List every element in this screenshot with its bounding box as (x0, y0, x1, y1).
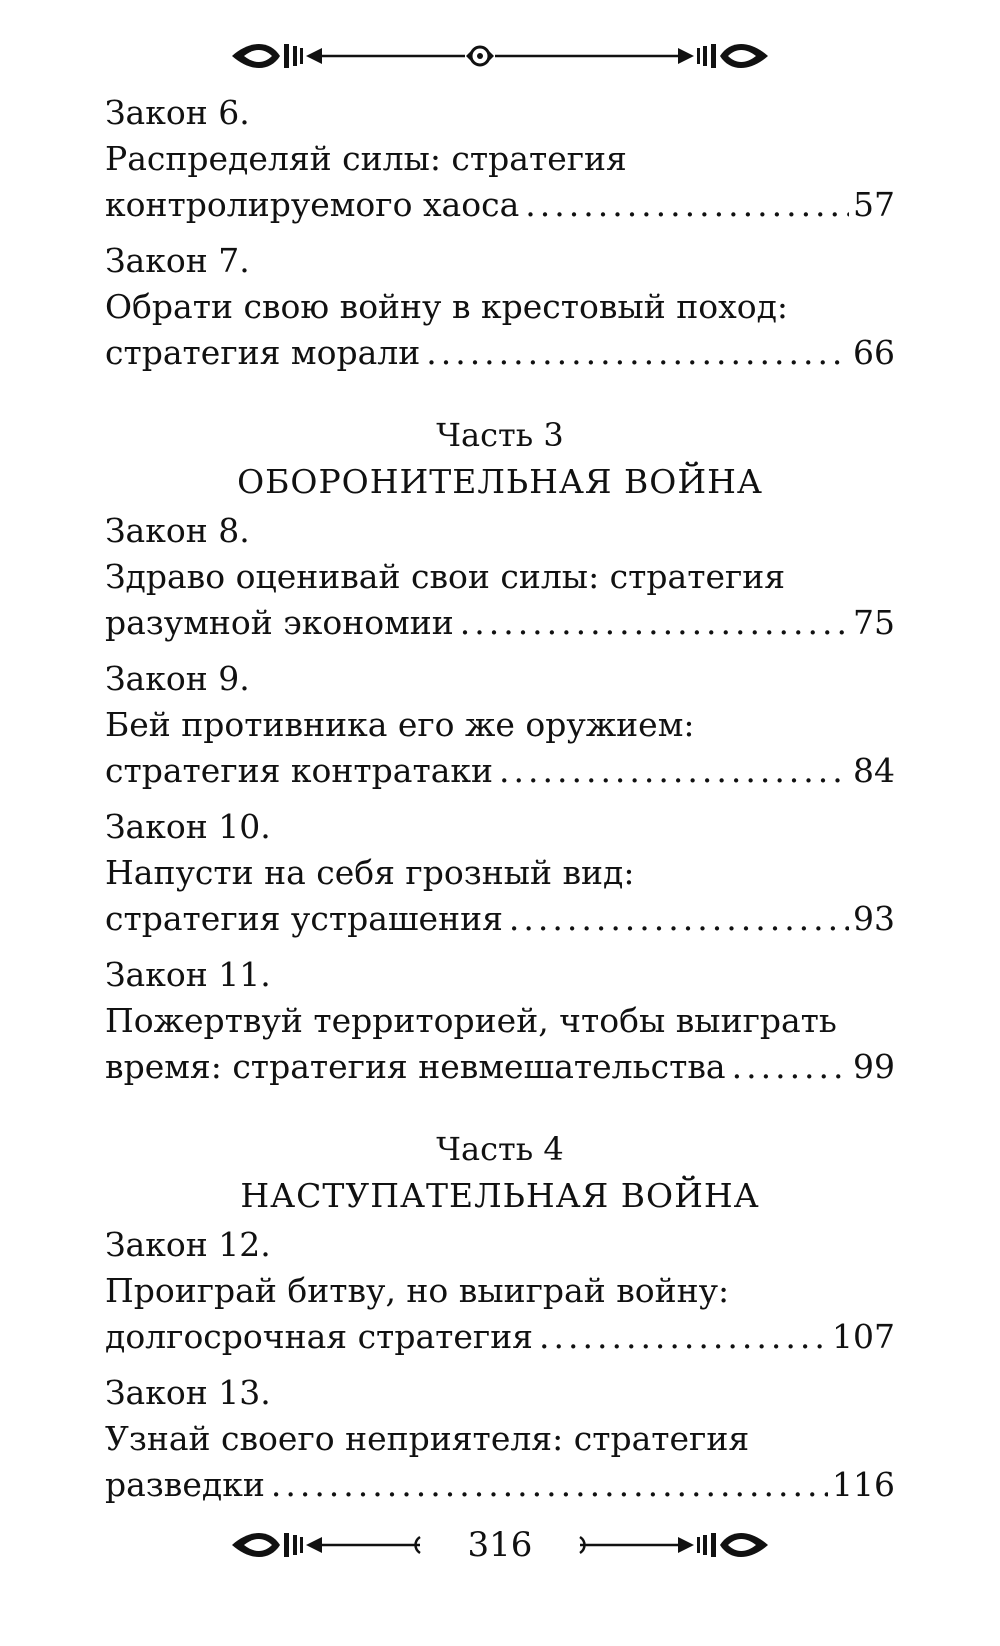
table-of-contents (105, 90, 895, 1518)
law-title-last-line (105, 330, 895, 376)
toc-entry-law-9[interactable] (105, 656, 895, 794)
toc-entry-law-7[interactable] (105, 238, 895, 376)
law-title-line: Бей противника его же оружием: (105, 705, 695, 744)
law-subtitle: разведки (105, 1465, 265, 1504)
law-title-last-line (105, 1314, 895, 1360)
toc-entry-law-6[interactable] (105, 90, 895, 228)
part-label: Часть 3 (436, 416, 564, 454)
law-number: Закон 12. (105, 1225, 271, 1264)
law-title-line: Распределяй силы: стратегия (105, 139, 627, 178)
law-subtitle: стратегия морали (105, 333, 421, 372)
law-title-line: Пожертвуй территорией, чтобы выиграть (105, 1001, 837, 1040)
dot-leader (509, 896, 849, 942)
toc-entry-law-13[interactable] (105, 1370, 895, 1508)
law-title-last-line (105, 600, 895, 646)
page-ref: 107 (832, 1317, 895, 1356)
law-subtitle: стратегия контратаки (105, 751, 494, 790)
law-number: Закон 6. (105, 93, 250, 132)
dot-leader (426, 330, 849, 376)
part-title: НАСТУПАТЕЛЬНАЯ ВОЙНА (240, 1176, 760, 1215)
law-subtitle: разумной экономии (105, 603, 454, 642)
law-number: Закон 10. (105, 807, 271, 846)
law-title-line: Проиграй битву, но выиграй войну: (105, 1271, 730, 1310)
toc-entry-law-11[interactable] (105, 952, 895, 1090)
page-ref: 75 (853, 603, 895, 642)
dot-leader (539, 1314, 828, 1360)
part-4-heading (105, 1126, 895, 1220)
toc-entry-law-8[interactable] (105, 508, 895, 646)
dot-leader (732, 1044, 849, 1090)
part-title: ОБОРОНИТЕЛЬНАЯ ВОЙНА (237, 462, 763, 501)
law-subtitle: долгосрочная стратегия (105, 1317, 534, 1356)
toc-entry-law-10[interactable] (105, 804, 895, 942)
page-ref: 57 (853, 185, 895, 224)
page-number-text: 316 (456, 1525, 545, 1565)
law-title-line: Узнай своего неприятеля: стратегия (105, 1419, 750, 1458)
law-number: Закон 11. (105, 955, 271, 994)
page-ref: 116 (832, 1465, 895, 1504)
law-number: Закон 9. (105, 659, 250, 698)
law-subtitle: время: стратегия невмешательства (105, 1047, 726, 1086)
page-ref: 66 (853, 333, 895, 372)
law-title-line: Обрати свою войну в крестовый поход: (105, 287, 789, 326)
law-title-last-line (105, 1462, 895, 1508)
page-ref: 99 (853, 1047, 895, 1086)
law-title-last-line (105, 748, 895, 794)
toc-entry-law-12[interactable] (105, 1222, 895, 1360)
law-subtitle: контролируемого хаоса (105, 185, 520, 224)
dot-leader (525, 182, 849, 228)
law-number: Закон 13. (105, 1373, 271, 1412)
part-3-heading (105, 412, 895, 506)
dot-leader (499, 748, 849, 794)
top-ornament-icon (230, 36, 770, 76)
dot-leader (271, 1462, 828, 1508)
law-number: Закон 7. (105, 241, 250, 280)
page-ref: 84 (853, 751, 895, 790)
page-ref: 93 (853, 899, 895, 938)
law-number: Закон 8. (105, 511, 250, 550)
law-title-line: Здраво оценивай свои силы: стратегия (105, 557, 786, 596)
law-title-last-line (105, 1044, 895, 1090)
law-subtitle: стратегия устрашения (105, 899, 503, 938)
part-label: Часть 4 (436, 1130, 564, 1168)
law-title-last-line (105, 896, 895, 942)
page-number (0, 1523, 1000, 1567)
dot-leader (460, 600, 849, 646)
law-title-line: Напусти на себя грозный вид: (105, 853, 635, 892)
law-title-last-line (105, 182, 895, 228)
